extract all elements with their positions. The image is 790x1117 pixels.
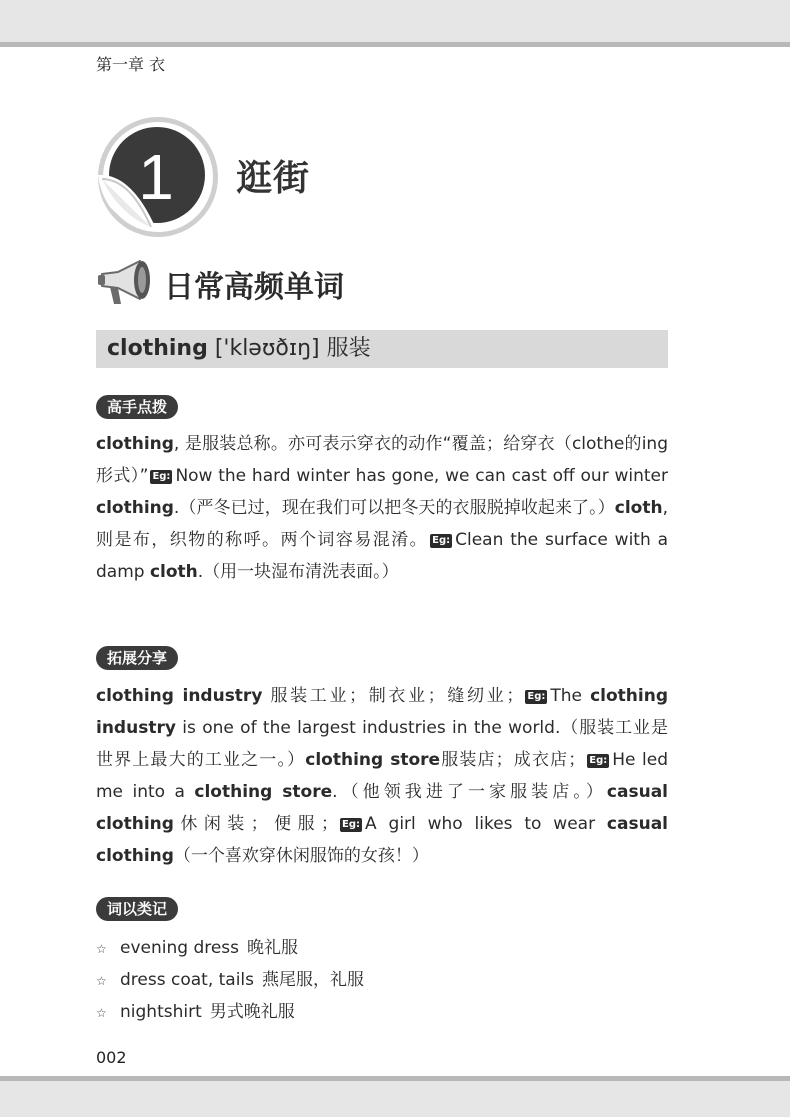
list-item xyxy=(96,964,364,996)
term: clothing xyxy=(96,498,174,518)
text: .（他领我进了一家服装店。） xyxy=(332,782,607,802)
running-head: 第一章 衣 xyxy=(96,55,166,74)
text: is one of the largest industries in the world.（服装工业是世界上最大的工业之一。） xyxy=(96,718,668,770)
page-number: 002 xyxy=(96,1048,127,1067)
phonetic: ['kləʊðɪŋ] xyxy=(214,336,320,361)
related-term: dress coat, tails xyxy=(120,970,255,990)
star-icon: ☆ xyxy=(96,1006,107,1020)
headword: clothing xyxy=(107,336,208,361)
extension-paragraph xyxy=(96,680,668,872)
list-item xyxy=(96,996,364,1028)
text: .（用一块湿布清洗表面。） xyxy=(197,562,399,582)
headword-meaning: 服装 xyxy=(326,336,371,361)
text: 服装店；成衣店； xyxy=(440,750,586,770)
example-text: He led me into a xyxy=(96,750,669,802)
related-term: evening dress xyxy=(120,938,240,958)
text: （一个喜欢穿休闲服饰的女孩！） xyxy=(173,846,429,866)
section-title: 日常高频单词 xyxy=(164,270,344,305)
example-text: The xyxy=(550,686,591,706)
example-badge: Eg: xyxy=(432,535,451,546)
term: cloth xyxy=(149,562,198,582)
top-band xyxy=(0,0,790,42)
related-label: 词以类记 xyxy=(96,897,178,921)
lesson-title: 逛街 xyxy=(236,158,311,199)
term: cloth xyxy=(614,498,663,518)
term: casual clothing xyxy=(96,782,668,834)
headword-bar xyxy=(96,330,668,368)
lesson-number-badge xyxy=(96,115,220,239)
tips-label: 高手点拨 xyxy=(96,395,178,419)
term: clothing xyxy=(96,434,174,454)
term: clothing industry xyxy=(96,686,668,738)
megaphone-icon xyxy=(96,258,156,308)
extension-label: 拓展分享 xyxy=(96,646,178,670)
star-icon: ☆ xyxy=(96,974,107,988)
related-meaning: 男式晚礼服 xyxy=(209,1002,295,1022)
example-text: Now the hard winter has gone, we can cast off our winter xyxy=(175,466,668,486)
term: casual clothing xyxy=(96,814,668,866)
bottom-band xyxy=(0,1081,790,1117)
term: clothing store xyxy=(194,782,333,802)
list-item xyxy=(96,932,364,964)
related-meaning: 燕尾服，礼服 xyxy=(262,970,365,990)
tips-paragraph xyxy=(96,428,668,588)
example-badge: Eg: xyxy=(527,691,546,702)
top-rule xyxy=(0,42,790,47)
text: 服装工业；制衣业；缝纫业； xyxy=(262,686,524,706)
term: clothing store xyxy=(305,750,441,770)
related-list xyxy=(96,932,364,1028)
text: , 则是布，织物的称呼。两个词容易混淆。 xyxy=(96,498,668,550)
related-term: nightshirt xyxy=(120,1002,202,1022)
related-meaning: 晚礼服 xyxy=(247,938,299,958)
star-icon: ☆ xyxy=(96,942,107,956)
example-badge: Eg: xyxy=(342,819,361,830)
example-text: A girl who likes to wear xyxy=(365,814,607,834)
text: 休闲装；便服； xyxy=(173,814,339,834)
term: clothing industry xyxy=(96,686,263,706)
example-badge: Eg: xyxy=(152,471,171,482)
example-text: Clean the surface with a damp xyxy=(96,530,669,582)
text: , 是服装总称。亦可表示穿衣的动作“覆盖；给穿衣（clothe的ing形式）” xyxy=(96,434,668,486)
text: .（严冬已过，现在我们可以把冬天的衣服脱掉收起来了。） xyxy=(173,498,615,518)
lesson-number: 1 xyxy=(138,141,174,213)
example-badge: Eg: xyxy=(589,755,608,766)
